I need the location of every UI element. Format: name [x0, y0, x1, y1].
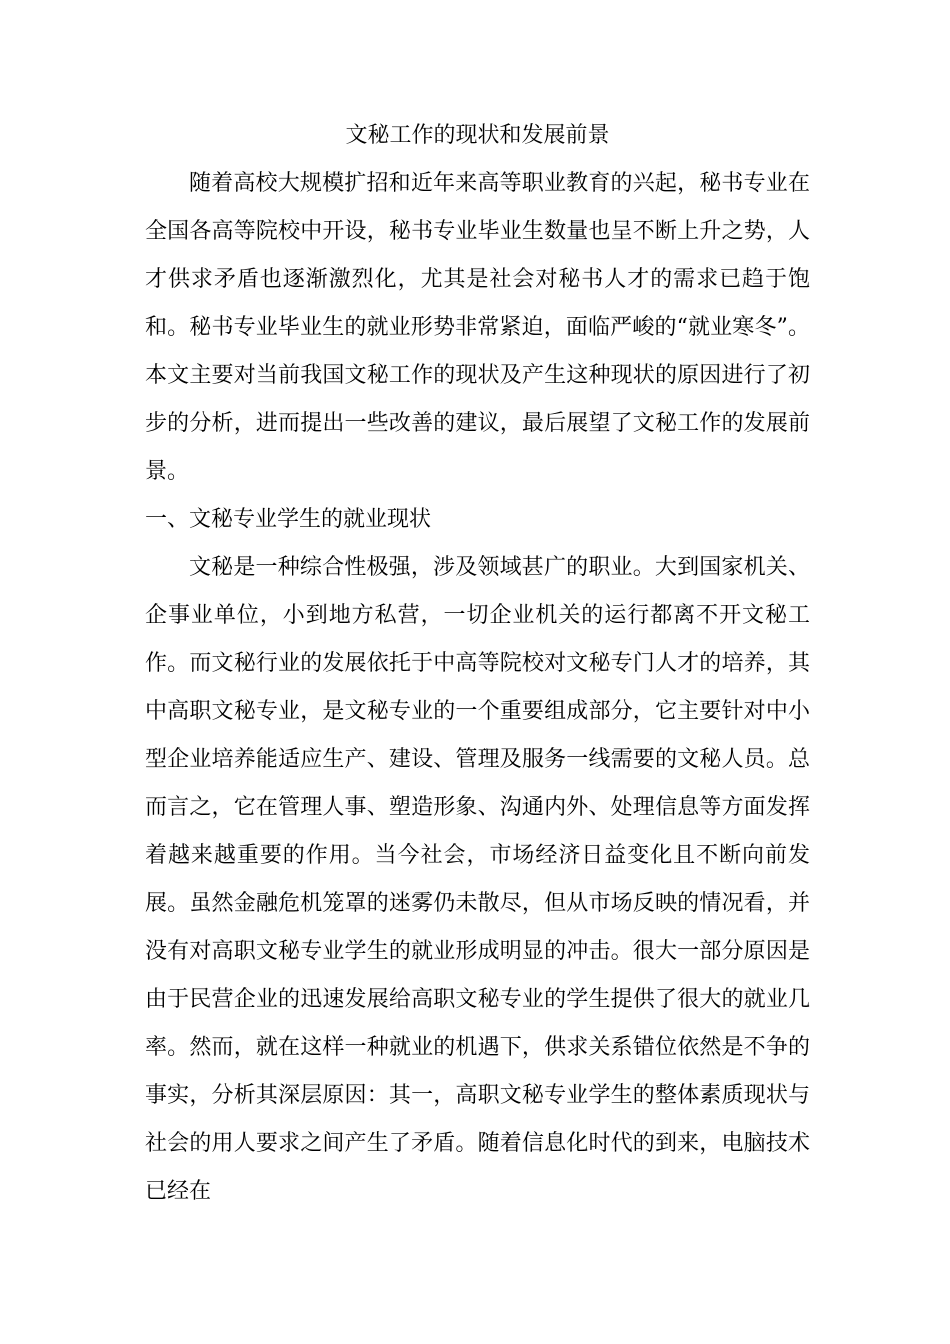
document-body: [145, 116, 810, 1216]
intro-paragraph: 随着高校大规模扩招和近年来高等职业教育的兴起，秘书专业在全国各高等院校中开设，秘书专业毕业生数量也呈不断上升之势，人才供求矛盾也逐渐激烈化，尤其是社会对秘书人才的需求已趋于饱和。秘书专业毕业生的就业形势非常紧迫，面临严峻的“就业寒冬”。本文主要对当前我国文秘工作的现状及产生这种现状的原因进行了初步的分析，进而提出一些改善的建议，最后展望了文秘工作的发展前景。: [145, 171, 810, 484]
section-heading: 一、文秘专业学生的就业现状: [145, 507, 432, 532]
section-paragraph: 文秘是一种综合性极强，涉及领域甚广的职业。大到国家机关、企事业单位，小到地方私营，一切企业机关的运行都离不开文秘工作。而文秘行业的发展依托于中高等院校对文秘专门人才的培养，其中高职文秘专业，是文秘专业的一个重要组成部分，它主要针对中小型企业培养能适应生产、建设、管理及服务一线需要的文秘人员。总而言之，它在管理人事、塑造形象、沟通内外、处理信息等方面发挥着越来越重要的作用。当今社会，市场经济日益变化且不断向前发展。虽然金融危机笼罩的迷雾仍未散尽，但从市场反映的情况看，并没有对高职文秘专业学生的就业形成明显的冲击。很大一部分原因是由于民营企业的迅速发展给高职文秘专业的学生提供了很大的就业几率。然而，就在这样一种就业的机遇下，供求关系错位依然是不争的事实，分析其深层原因：其一，高职文秘专业学生的整体素质现状与社会的用人要求之间产生了矛盾。随着信息化时代的到来，电脑技术已经在: [145, 555, 810, 1204]
document-title: 文秘工作的现状和发展前景: [345, 123, 610, 148]
